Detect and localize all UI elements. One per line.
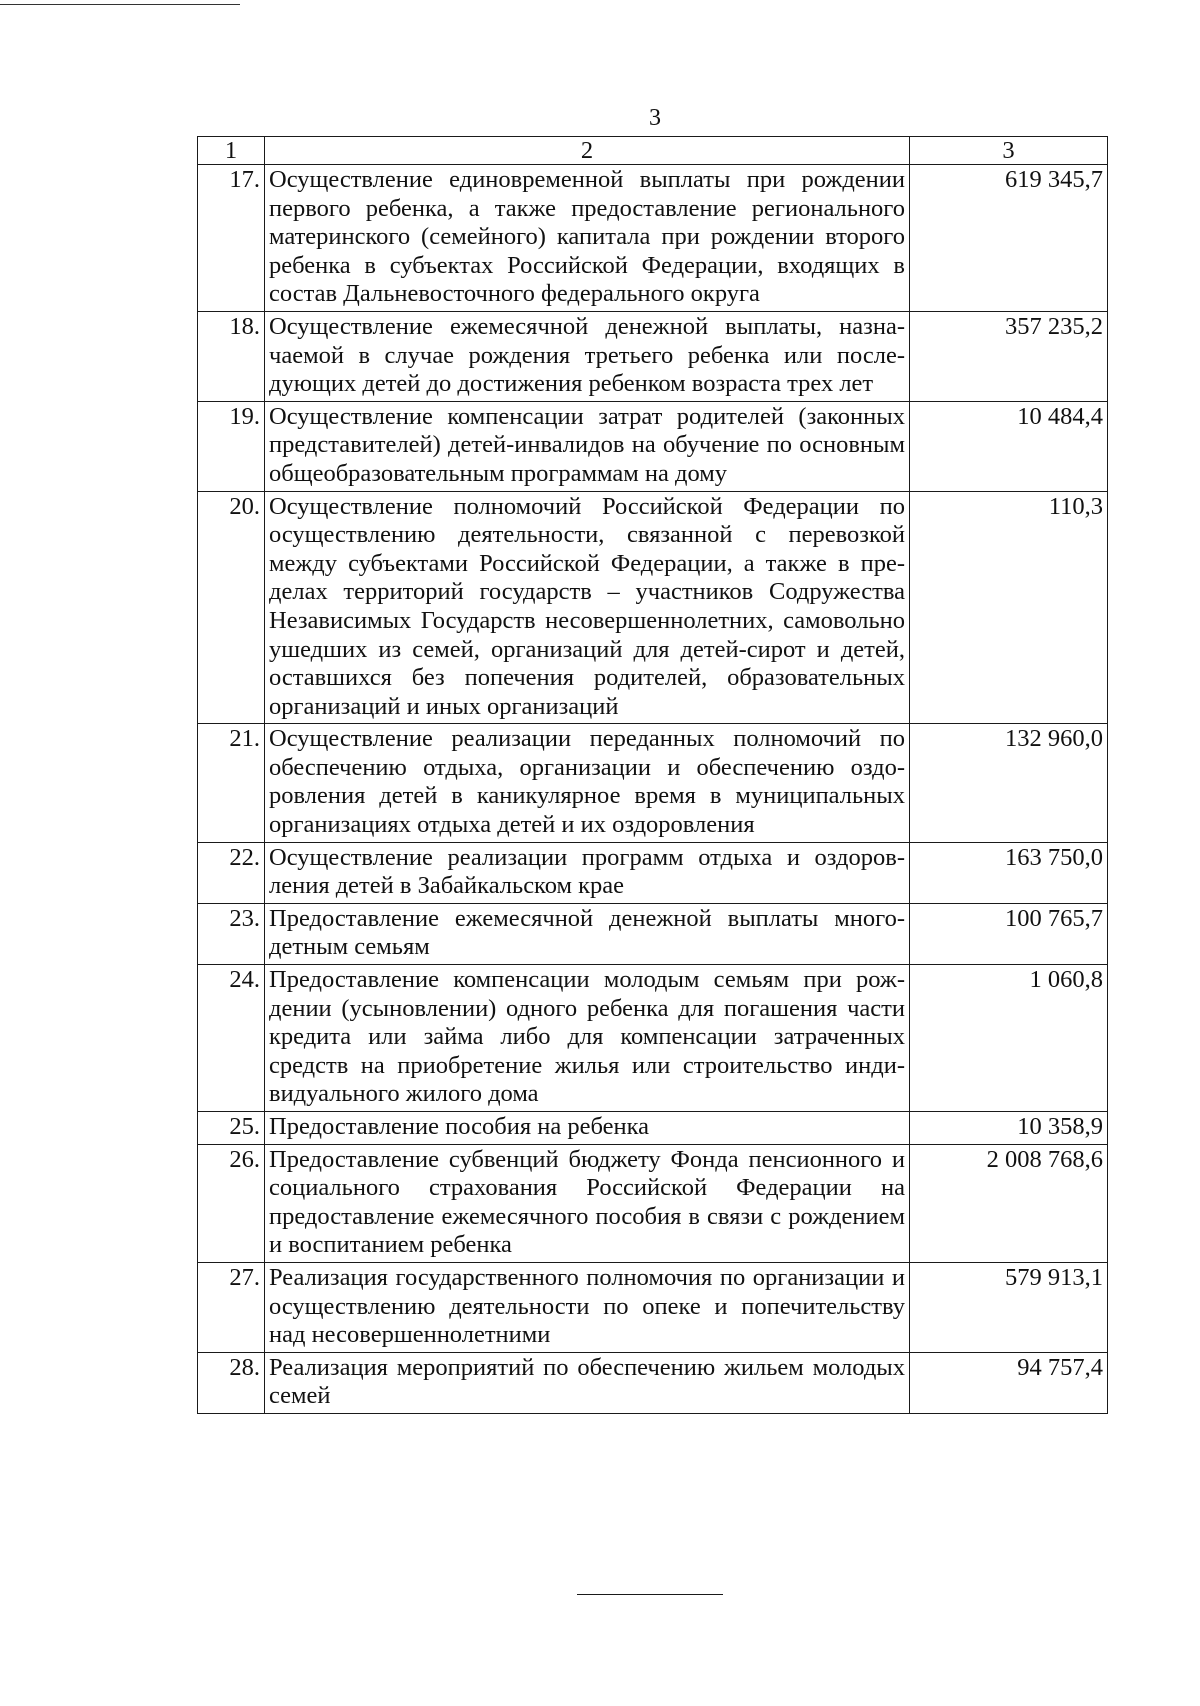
- scan-edge-line: [0, 4, 240, 5]
- row-description: Осуществление полномочий Российской Федерации по осуществлению деятельности, связанной с перевозкой между субъектами Российской Федерации, а также в пределах территорий государств – участников Содружества Независимых Государств несовершеннолетних, самовольно ушедших из семей, организаций для детей-сирот и детей, оставшихся без попечения родителей, образовательных организаций и иных организаций: [265, 491, 910, 724]
- row-number: 26.: [198, 1144, 265, 1262]
- row-description: Реализация мероприятий по обеспечению жильем молодых семей: [265, 1352, 910, 1413]
- table-row: [198, 903, 1108, 964]
- table-header-row: [198, 137, 1108, 165]
- row-amount: 10 484,4: [910, 401, 1108, 491]
- row-description: Предоставление ежемесячной денежной выплаты многодетным семьям: [265, 903, 910, 964]
- row-amount: 94 757,4: [910, 1352, 1108, 1413]
- row-amount: 2 008 768,6: [910, 1144, 1108, 1262]
- appropriations-table: [197, 136, 1108, 1414]
- header-col-2: 2: [265, 137, 910, 165]
- row-description: Предоставление пособия на ребенка: [265, 1112, 910, 1145]
- row-number: 23.: [198, 903, 265, 964]
- row-description: Осуществление компенсации затрат родителей (законных представителей) детей-инвалидов на обучение по основным общеобразовательным программам на дому: [265, 401, 910, 491]
- table-row: [198, 311, 1108, 401]
- row-amount: 579 913,1: [910, 1262, 1108, 1352]
- row-number: 22.: [198, 842, 265, 903]
- row-amount: 163 750,0: [910, 842, 1108, 903]
- table-row: [198, 165, 1108, 312]
- table-row: [198, 1144, 1108, 1262]
- table-row: [198, 491, 1108, 724]
- row-description: Предоставление субвенций бюджету Фонда пенсионного и социального страхования Российской Федерации на предоставление ежемесячного пособия в связи с рождением и воспитанием ребенка: [265, 1144, 910, 1262]
- page-number: 3: [649, 105, 661, 131]
- table-row: [198, 401, 1108, 491]
- row-amount: 10 358,9: [910, 1112, 1108, 1145]
- table-row: [198, 1262, 1108, 1352]
- table-row: [198, 724, 1108, 842]
- table-row: [198, 1112, 1108, 1145]
- row-amount: 100 765,7: [910, 903, 1108, 964]
- row-number: 27.: [198, 1262, 265, 1352]
- row-number: 19.: [198, 401, 265, 491]
- table-row: [198, 965, 1108, 1112]
- row-number: 25.: [198, 1112, 265, 1145]
- row-amount: 110,3: [910, 491, 1108, 724]
- row-description: Предоставление компенсации молодым семьям при рождении (усыновлении) одного ребенка для погашения части кредита или займа либо для компенсации затраченных средств на приобретение жилья или строительство индивидуального жилого дома: [265, 965, 910, 1112]
- row-number: 20.: [198, 491, 265, 724]
- row-number: 24.: [198, 965, 265, 1112]
- header-col-1: 1: [198, 137, 265, 165]
- row-description: Реализация государственного полномочия по организации и осуществлению деятельности по опеке и попечительству над несовершеннолетними: [265, 1262, 910, 1352]
- table-row: [198, 842, 1108, 903]
- row-description: Осуществление реализации программ отдыха и оздоровления детей в Забайкальском крае: [265, 842, 910, 903]
- row-amount: 619 345,7: [910, 165, 1108, 312]
- row-number: 17.: [198, 165, 265, 312]
- row-amount: 132 960,0: [910, 724, 1108, 842]
- row-description: Осуществление ежемесячной денежной выплаты, назначаемой в случае рождения третьего ребенка или последующих детей до достижения ребенком возраста трех лет: [265, 311, 910, 401]
- row-number: 28.: [198, 1352, 265, 1413]
- row-amount: 1 060,8: [910, 965, 1108, 1112]
- row-number: 21.: [198, 724, 265, 842]
- end-of-document-rule: [577, 1594, 723, 1595]
- row-description: Осуществление реализации переданных полномочий по обеспечению отдыха, организации и обеспечению оздоровления детей в каникулярное время в муниципальных организациях отдыха детей и их оздоровления: [265, 724, 910, 842]
- row-description: Осуществление единовременной выплаты при рождении первого ребенка, а также предоставление регионального материнского (семейного) капитала при рождении второго ребенка в субъектах Российской Федерации, входящих в состав Дальневосточного федерального округа: [265, 165, 910, 312]
- table-row: [198, 1352, 1108, 1413]
- row-amount: 357 235,2: [910, 311, 1108, 401]
- header-col-3: 3: [910, 137, 1108, 165]
- row-number: 18.: [198, 311, 265, 401]
